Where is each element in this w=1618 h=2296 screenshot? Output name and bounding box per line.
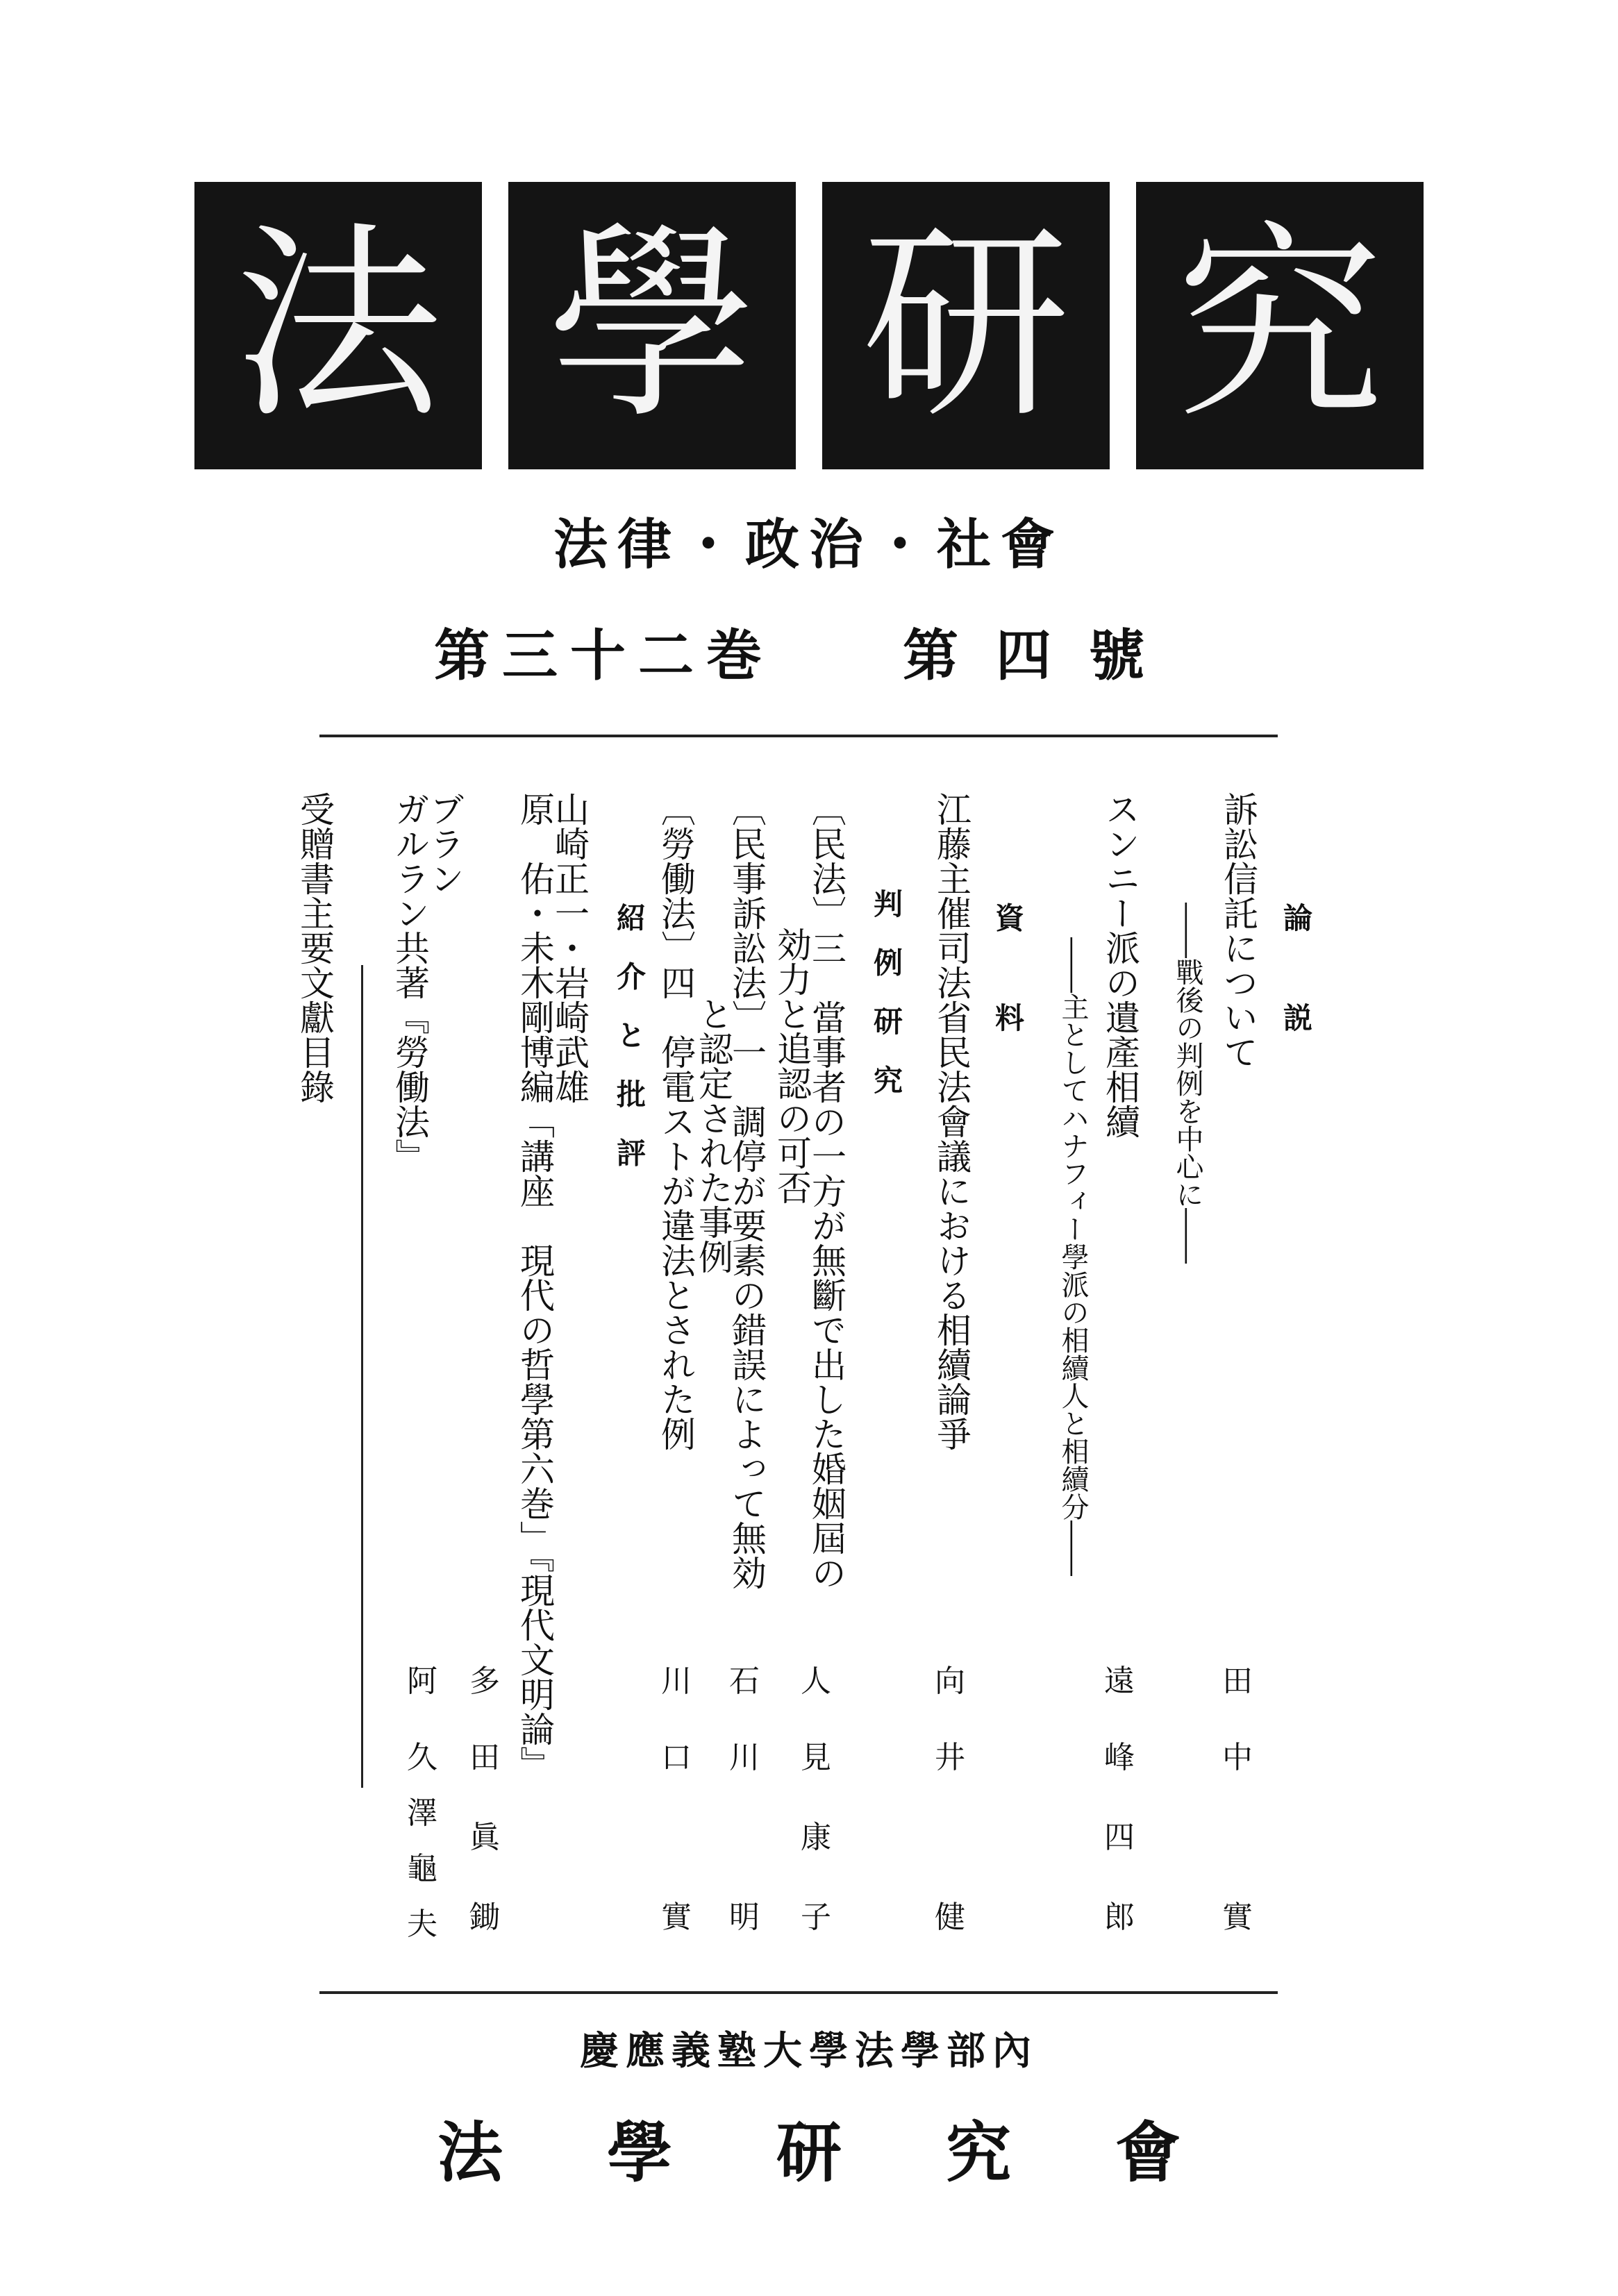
author-char: 多 <box>469 1664 500 1699</box>
author-char: 久 <box>407 1740 437 1775</box>
author-char: 田 <box>469 1740 500 1775</box>
author-char: 井 <box>935 1740 965 1775</box>
author-char: 阿 <box>407 1664 437 1699</box>
author-char: 中 <box>1222 1740 1253 1775</box>
author-char: 夫 <box>407 1907 437 1942</box>
article-2-title: スンニー派の遺產相續 <box>1100 791 1140 1139</box>
issue-number: 第四號 <box>903 623 1182 688</box>
author-char: 口 <box>661 1740 692 1775</box>
author-char: 郎 <box>1104 1900 1135 1935</box>
author-char: 健 <box>935 1900 965 1935</box>
case-1-line-1: 〔民法〕三 當事者の一方が無斷で出した婚姻屆の <box>806 791 846 1590</box>
review-1-line-2: 原 佑・未木剛博編「講座 現代の哲學第六巻」『現代文明論』 <box>515 791 555 1781</box>
case-2-line-2: と認定された事例 <box>693 996 733 1274</box>
masthead-char-1: 法 <box>234 204 442 446</box>
author-char: 田 <box>1222 1664 1253 1699</box>
author-char: 見 <box>801 1740 831 1775</box>
masthead-char-2: 學 <box>548 204 756 446</box>
author-char: 川 <box>729 1740 760 1775</box>
author-char: 康 <box>801 1820 831 1855</box>
article-2-subtitle: ――主としてハナフィー學派の相續人と相續分―― <box>1057 937 1089 1576</box>
author-char: 四 <box>1104 1820 1135 1855</box>
author-char: 向 <box>935 1664 965 1699</box>
author-char: 遠 <box>1104 1664 1135 1699</box>
review-2-line-2: ガルラン共著『勞働法』 <box>390 791 430 1173</box>
case-1-line-2: 効力と追認の可否 <box>772 927 812 1205</box>
case-3-title: 〔勞働法〕四 停電ストが違法とされた例 <box>656 791 696 1451</box>
list-separator-line <box>361 965 363 1788</box>
article-1-title: 訴訟信託について <box>1218 791 1258 1069</box>
received-books-list: 受贈書主要文獻目錄 <box>294 791 335 1104</box>
masthead-tile-3 <box>822 182 1110 469</box>
masthead-tile-2 <box>508 182 796 469</box>
author-char: 石 <box>729 1664 760 1699</box>
bottom-divider <box>319 1991 1278 1994</box>
publisher-society: 法學研究會 <box>437 2115 1285 2191</box>
section-heading-shokai: 紹 介 と 批 評 <box>612 903 647 1177</box>
author-char: 人 <box>801 1664 831 1699</box>
section-heading-shiryo: 資 料 <box>991 903 1025 1053</box>
author-char: 澤 <box>407 1795 437 1831</box>
author-char: 峰 <box>1104 1740 1135 1775</box>
masthead-char-3: 研 <box>862 204 1070 446</box>
volume-number: 第三十二巻 <box>434 623 774 688</box>
case-2-line-1: 〔民事訴訟法〕一 調停が要素の錯誤によって無効 <box>726 791 767 1590</box>
author-char: 龜 <box>407 1851 437 1886</box>
section-heading-ronsetsu: 論 説 <box>1279 903 1313 1053</box>
author-char: 川 <box>661 1664 692 1699</box>
author-char: 實 <box>1222 1900 1253 1935</box>
author-char: 實 <box>661 1900 692 1935</box>
article-3-title: 江藤主催司法省民法會議における相續論爭 <box>931 791 971 1451</box>
top-divider <box>319 735 1278 737</box>
masthead <box>194 182 1424 469</box>
publisher-affiliation: 慶應義塾大學法學部內 <box>580 2028 1038 2074</box>
journal-subtitle: 法律・政治・社會 <box>553 514 1065 576</box>
masthead-tile-4 <box>1136 182 1424 469</box>
review-1-line-1: 山崎正一・岩崎武雄 <box>549 791 590 1104</box>
review-2-line-1: ブラン <box>424 791 465 896</box>
masthead-tile-1 <box>194 182 482 469</box>
author-char: 鋤 <box>469 1900 500 1935</box>
masthead-char-4: 究 <box>1176 204 1384 446</box>
article-1-subtitle: ――戰後の判例を中心に―― <box>1171 903 1203 1264</box>
section-heading-hanrei: 判 例 研 究 <box>869 889 903 1104</box>
author-char: 眞 <box>469 1820 500 1855</box>
author-char: 子 <box>801 1900 831 1935</box>
author-char: 明 <box>729 1900 760 1935</box>
